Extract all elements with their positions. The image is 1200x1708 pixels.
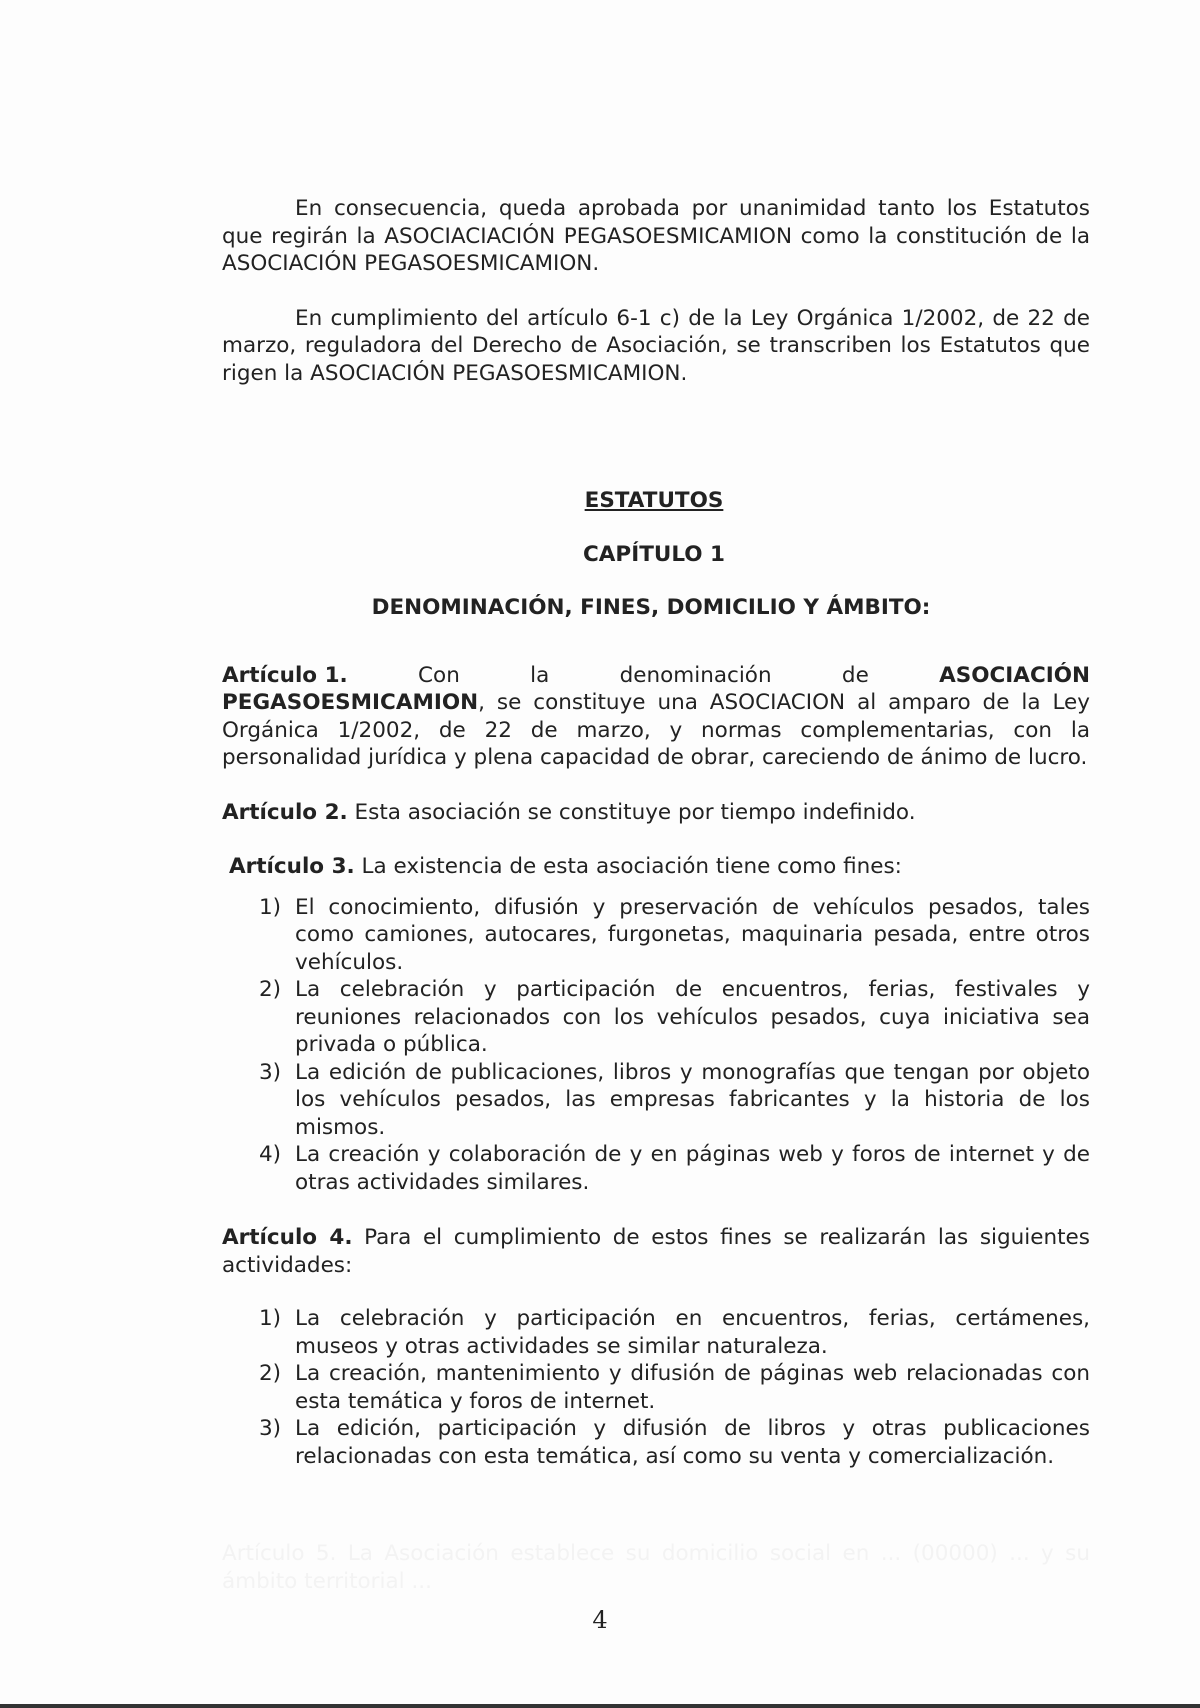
list-item-text: La creación, mantenimiento y difusión de páginas web relacionadas con esta temática y foros de internet. (295, 1361, 1090, 1414)
list-item-number: 3) (259, 1059, 282, 1085)
list-item (222, 1141, 1090, 1196)
article-1-text: , se constituye una ASOCIACION al amparo de la Ley Orgánica 1/2002, de 22 de marzo, y normas complementarias, con la personalidad jurídica y plena capacidad de obrar, careciendo de ánimo de lucro. (222, 690, 1090, 770)
article-3-list (222, 894, 1090, 1197)
list-item-number: 2) (259, 977, 282, 1002)
list-item (222, 894, 1090, 977)
list-item-text: La creación y colaboración de y en páginas web y foros de internet y de otras actividades similares. (295, 1142, 1090, 1195)
list-item-text: El conocimiento, difusión y preservación de vehículos pesados, tales como camiones, autocares, furgonetas, maquinaria pesada, entre otros vehículos. (295, 894, 1090, 975)
list-item (222, 1305, 1090, 1360)
list-item (222, 1415, 1090, 1470)
page-number: 4 (592, 1606, 608, 1634)
list-item-number: 1) (259, 1306, 282, 1331)
article-2: Artículo 2. Esta asociación se constituye por tiempo indefinido. (222, 799, 916, 825)
article-4-label: Artículo 4 (222, 1225, 345, 1250)
list-item-number: 3) (259, 1416, 282, 1441)
article-1-word: de (841, 662, 869, 688)
article-4-list (222, 1305, 1090, 1470)
article-1-word: Con (418, 662, 460, 688)
article-3: Artículo 3. La existencia de esta asociación tiene como fines: (229, 854, 902, 879)
chapter-heading: CAPÍTULO 1 (583, 541, 725, 567)
list-item-number: 4) (259, 1142, 282, 1167)
article-3-label: Artículo 3 (229, 854, 347, 879)
article-4-text: Para el cumplimiento de estos fines se realizarán las siguientes actividades: (222, 1225, 1090, 1278)
article-4: Artículo 4. Para el cumplimiento de estos fines se realizarán las siguientes actividades: (222, 1225, 1090, 1278)
estatutos-heading: ESTATUTOS (584, 488, 724, 513)
list-item (222, 1360, 1090, 1415)
list-item-text: La celebración y participación de encuentros, ferias, festivales y reuniones relacionados con los vehículos pesados, cuya iniciativa sea privada o pública. (295, 977, 1090, 1057)
association-name-part-1: ASOCIACIÓN (939, 662, 1090, 688)
article-2-label: Artículo 2 (222, 799, 340, 825)
list-item-text: La edición, participación y difusión de libros y otras publicaciones relacionadas con esta temática, así como su venta y comercialización. (295, 1416, 1090, 1469)
article-1-word: denominación (619, 662, 772, 688)
article-3-text: La existencia de esta asociación tiene como fines: (354, 854, 902, 879)
scan-bottom-edge (0, 1704, 1200, 1708)
article-1-first-line: Artículo 1. Con la denominación de ASOCIACIÓN (222, 662, 1090, 688)
intro-paragraph-2: En cumplimiento del artículo 6-1 c) de la Ley Orgánica 1/2002, de 22 de marzo, reguladora del Derecho de Asociación, se transcriben los Estatutos que rigen la ASOCIACIÓN PEGASOESMICAMION. (222, 305, 1090, 386)
list-item (222, 976, 1090, 1059)
list-item-number: 2) (259, 1361, 282, 1386)
document-page (222, 195, 1090, 1470)
association-name-part-2: PEGASOESMICAMION (222, 690, 479, 715)
list-item-text: La celebración y participación en encuentros, ferias, certámenes, museos y otras actividades se similar naturaleza. (295, 1306, 1090, 1359)
intro-paragraph-1: En consecuencia, queda aprobada por unanimidad tanto los Estatutos que regirán la ASOCIACIACIÓN PEGASOESMICAMION como la constitución de la ASOCIACIÓN PEGASOESMICAMION. (222, 196, 1090, 276)
list-item (222, 1059, 1090, 1142)
article-1-label: Artículo 1 (222, 662, 340, 688)
chapter-subtitle: DENOMINACIÓN, FINES, DOMICILIO Y ÁMBITO: (371, 595, 931, 620)
list-item-number: 1) (259, 894, 282, 920)
article-2-text: Esta asociación se constituye por tiempo indefinido. (347, 799, 916, 825)
article-1-word: la (530, 662, 550, 688)
list-item-text: La edición de publicaciones, libros y monografías que tengan por objeto los vehículos pesados, las empresas fabricantes y la historia de los mismos. (295, 1059, 1090, 1140)
bleed-through-text: Artículo 5. La Asociación establece su domicilio social en ... (00000) ... y su ámbito territorial ... (222, 1541, 1090, 1594)
article-1-body (222, 689, 1090, 772)
article-1 (222, 662, 1090, 772)
